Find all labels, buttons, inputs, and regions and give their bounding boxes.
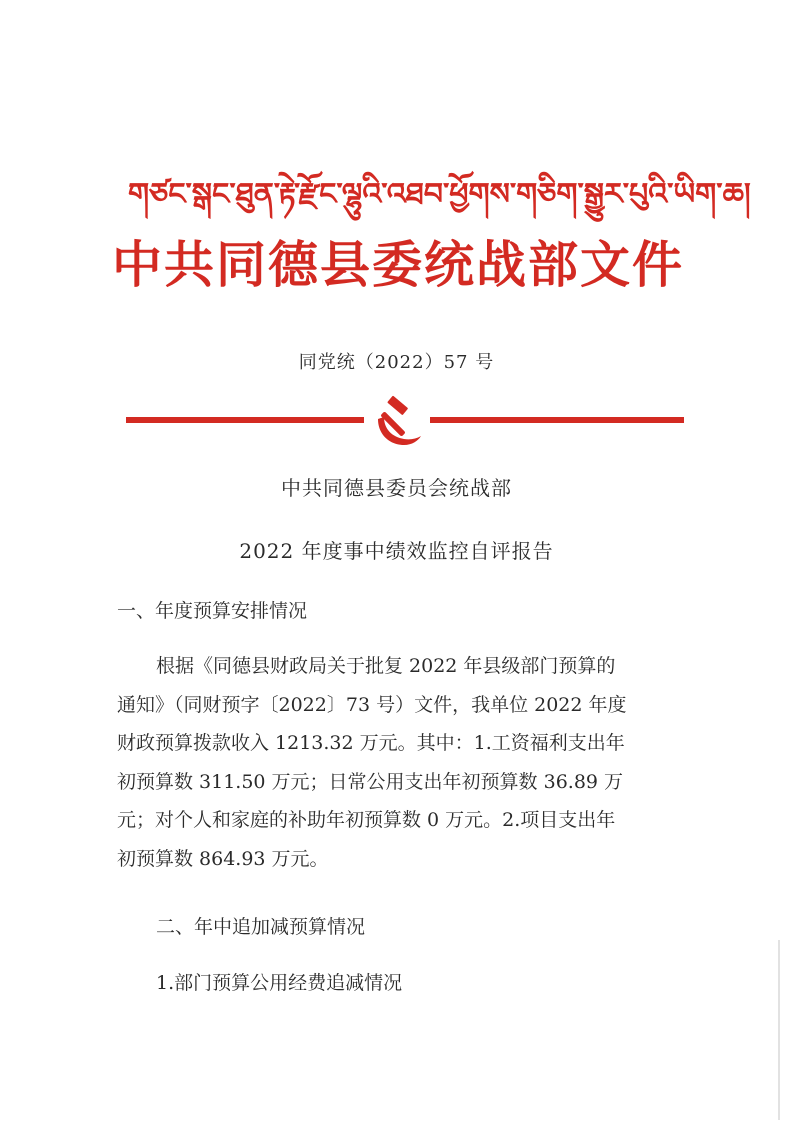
section-heading-1: 一、年度预算安排情况 bbox=[117, 600, 308, 622]
paragraph-line: 根据《同德县财政局关于批复 2022 年县级部门预算的 bbox=[156, 655, 616, 677]
paragraph-line: 通知》（同财预字〔2022〕73 号）文件，我单位 2022 年度 bbox=[117, 693, 627, 716]
report-title-line: 2022 年度事中绩效监控自评报告 bbox=[239, 539, 554, 563]
subsection-heading-1: 1.部门预算公用经费追减情况 bbox=[156, 972, 403, 994]
document-title: 中共同德县委统战部文件 bbox=[112, 236, 684, 294]
paragraph-line: 初预算数 864.93 万元。 bbox=[117, 847, 329, 870]
report-org-line: 中共同德县委员会统战部 bbox=[281, 476, 512, 500]
section-heading-2: 二、年中追加减预算情况 bbox=[156, 916, 366, 938]
red-divider-right bbox=[430, 417, 684, 423]
paragraph-line: 初预算数 311.50 万元；日常公用支出年初预算数 36.89 万 bbox=[117, 770, 624, 793]
tibetan-title: གཙང་སྒང་ཐུན་རྟེ་རྫོང་ལྷུའི་འཐབ་ཕྱོགས་གཅིག་སྒྱུར་པུའི་ཡིག་ཆ། bbox=[128, 177, 751, 212]
paragraph-line: 元；对个人和家庭的补助年初预算数 0 万元。2.项目支出年 bbox=[117, 809, 616, 831]
document-number: 同党统（2022）57 号 bbox=[298, 352, 495, 373]
section-1-paragraph bbox=[117, 647, 697, 878]
paragraph-line: 财政预算拨款收入 1213.32 万元。其中：1.工资福利支出年 bbox=[117, 732, 625, 754]
red-divider-left bbox=[126, 417, 364, 423]
hammer-sickle-icon bbox=[368, 395, 424, 451]
scan-artifact-line bbox=[778, 940, 780, 1120]
